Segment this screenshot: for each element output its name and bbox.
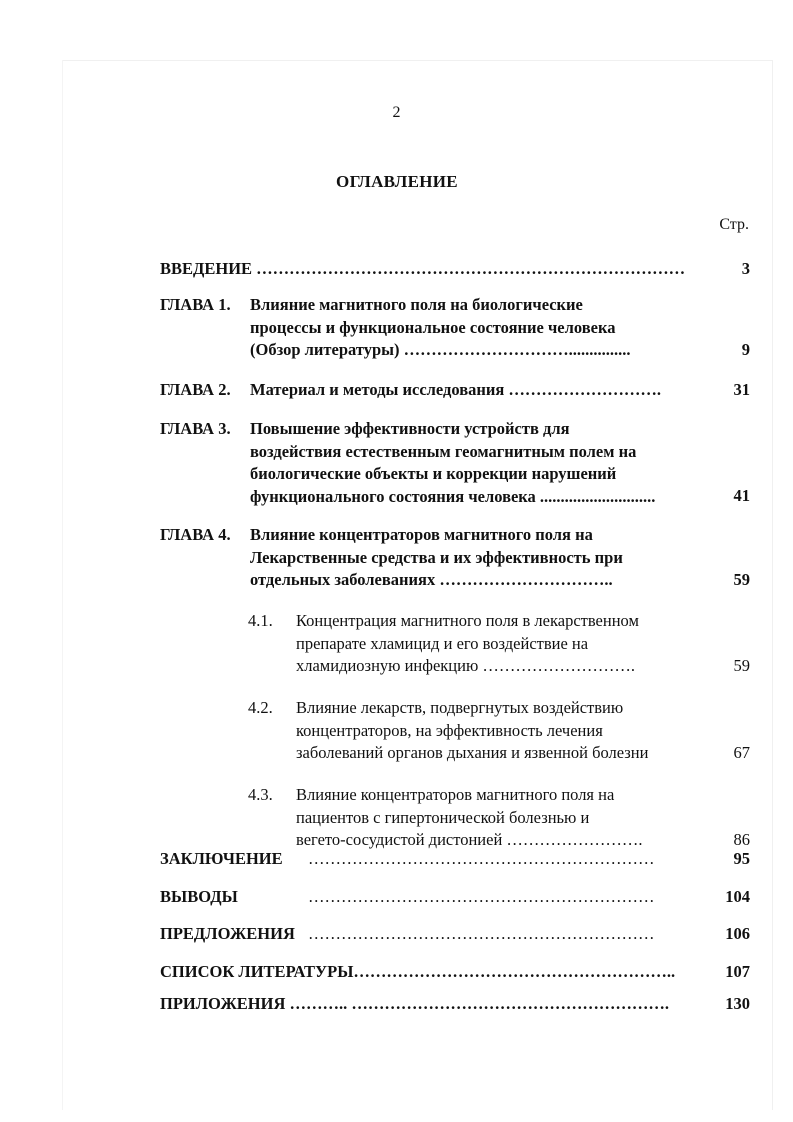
- toc-section-number: 4.3.: [248, 785, 273, 804]
- toc-entry-line: Материал и методы исследования ……………………….: [250, 380, 662, 399]
- toc-entry-line: Влияние лекарств, подвергнутых воздействию: [296, 698, 624, 717]
- toc-entry-line: Влияние концентраторов магнитного поля на: [250, 525, 593, 544]
- toc-chapter-label: ГЛАВА 3.: [160, 419, 231, 438]
- toc-entry-line: Лекарственные средства и их эффективность при: [250, 547, 623, 567]
- toc-page-number: 41: [733, 486, 750, 505]
- toc-entry-line: хламидиозную инфекцию ……………………….: [296, 656, 636, 675]
- page-column-label: Стр.: [719, 216, 749, 233]
- toc-entry-proposals[interactable]: [160, 923, 750, 946]
- toc-page-number: 59: [733, 656, 750, 675]
- toc-entry-chapter-4[interactable]: [160, 524, 750, 592]
- toc-leader-dots: ………………………………………………………: [308, 887, 655, 906]
- page-number: 2: [392, 104, 401, 121]
- toc-entry-line: Влияние магнитного поля на биологические: [250, 295, 583, 314]
- toc-subentry-4-1[interactable]: [248, 610, 750, 678]
- toc-section-number: 4.1.: [248, 611, 273, 630]
- toc-leader-dots: ………………………………………………………: [308, 924, 655, 943]
- toc-page-number: 104: [725, 887, 750, 906]
- toc-page-number: 106: [725, 924, 750, 943]
- toc-entry-chapter-1[interactable]: [160, 294, 750, 362]
- toc-entry-findings[interactable]: [160, 886, 750, 909]
- toc-entry-line: воздействия естественным геомагнитным полем на: [250, 441, 637, 461]
- toc-entry-text: СПИСОК ЛИТЕРАТУРЫ…………………………………………………..: [160, 962, 676, 981]
- page-title: ОГЛАВЛЕНИЕ: [336, 172, 458, 191]
- scan-edge-right: [772, 60, 773, 1110]
- toc-page-number: 130: [725, 994, 750, 1013]
- toc-entry-references[interactable]: [160, 961, 750, 984]
- toc-subentry-4-3[interactable]: [248, 784, 750, 852]
- toc-entry-text: ВЫВОДЫ: [160, 887, 238, 906]
- toc-page-number: 107: [725, 962, 750, 981]
- toc-entry-line: отдельных заболеваниях …………………………..: [250, 570, 613, 589]
- toc-entry-line: пациентов с гипертонической болезнью и: [296, 807, 590, 827]
- toc-page-number: 9: [741, 340, 750, 359]
- toc-subentry-4-2[interactable]: [248, 697, 750, 765]
- scan-edge-left: [62, 60, 63, 1110]
- toc-entry-text: ВВЕДЕНИЕ ……………………………………………………………………: [160, 259, 686, 278]
- toc-entry-line: Повышение эффективности устройств для: [250, 419, 570, 438]
- toc-entry-conclusion[interactable]: [160, 848, 750, 871]
- toc-entry-text: ПРЕДЛОЖЕНИЯ: [160, 924, 295, 943]
- toc-page-number: 31: [733, 380, 750, 399]
- toc-chapter-label: ГЛАВА 2.: [160, 380, 231, 399]
- toc-entry-line: процессы и функциональное состояние человека: [250, 317, 616, 337]
- toc-entry-line: Концентрация магнитного поля в лекарственном: [296, 611, 639, 630]
- toc-entry-line: вегето-сосудистой дистонией …………………….: [296, 830, 643, 849]
- toc-page-number: 3: [741, 259, 750, 278]
- toc-entry-intro[interactable]: [160, 258, 750, 281]
- toc-entry-appendices[interactable]: [160, 993, 750, 1016]
- toc-page-number: 67: [733, 743, 750, 762]
- toc-entry-text: ЗАКЛЮЧЕНИЕ: [160, 849, 283, 868]
- toc-entry-line: концентраторов, на эффективность лечения: [296, 720, 603, 740]
- toc-entry-line: функционального состояния человека ............................: [250, 486, 656, 506]
- toc-leader-dots: ………………………………………………………: [308, 849, 655, 868]
- toc-page-number: 86: [733, 830, 750, 849]
- toc-chapter-label: ГЛАВА 4.: [160, 525, 231, 544]
- toc-entry-line: заболеваний органов дыхания и язвенной болезни: [296, 743, 649, 762]
- toc-entry-text: ПРИЛОЖЕНИЯ ……….. ………………………………………………….: [160, 994, 669, 1013]
- toc-page-number: 95: [733, 849, 750, 868]
- scan-edge-top: [62, 60, 773, 61]
- toc-entry-line: препарате хламицид и его воздействие на: [296, 633, 589, 653]
- toc-entry-line: Влияние концентраторов магнитного поля на: [296, 785, 615, 804]
- toc-section-number: 4.2.: [248, 698, 273, 717]
- toc-entry-chapter-3[interactable]: [160, 418, 750, 508]
- toc-chapter-label: ГЛАВА 1.: [160, 295, 231, 314]
- toc-entry-chapter-2[interactable]: [160, 379, 750, 402]
- toc-page-number: 59: [733, 570, 750, 589]
- toc-entry-line: биологические объекты и коррекции нарушений: [250, 464, 617, 483]
- toc-entry-line: (Обзор литературы) …………………………...............: [250, 340, 631, 359]
